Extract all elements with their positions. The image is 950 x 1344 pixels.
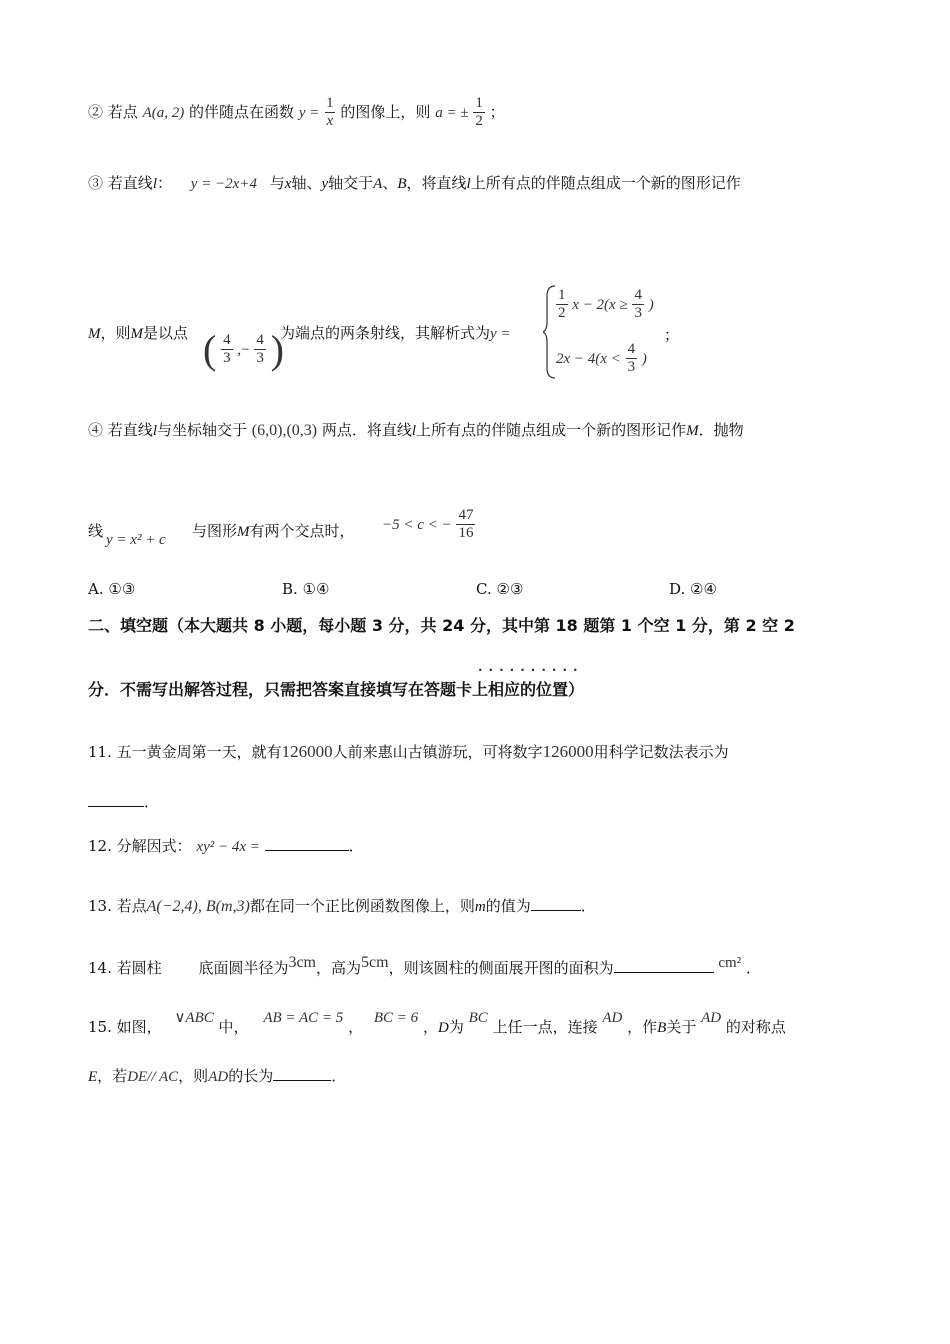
- answer-blank-15[interactable]: [273, 1068, 331, 1081]
- factor-expression: xy² − 4x =: [196, 839, 260, 855]
- line-equation: y = −2x+4: [190, 176, 257, 192]
- section-heading: 二、填空题（本大题共 8 小题，每小题 3 分，共 24 分，其中第 18 题第 1 个空 1 分，第 2 空 2: [88, 616, 795, 635]
- question-12: 12. 分解因式： xy² − 4x = ．: [88, 837, 364, 855]
- statement-3-line2: M，则M是以点: [88, 324, 189, 342]
- fraction: $\frac{1}{x}$: [326, 95, 334, 129]
- question-15-line2: E，若DE// AC，则AD的长为 ．: [88, 1067, 347, 1085]
- fraction: $\frac{1}{2}$: [475, 95, 483, 129]
- question-14: 14. 若圆柱 底面圆半径为3cm，高为5cm，则该圆柱的侧面展开图的面积为 cm² ．: [88, 954, 761, 977]
- question-13: 13. 若点A(−2,4), B(m,3)都在同一个正比例函数图像上，则m的值为 ．: [88, 897, 596, 915]
- piecewise-brace: [543, 284, 557, 380]
- piecewise-case-2: 2x − 4(x < $\frac{4}{3}$ ): [556, 341, 647, 375]
- item-marker: ③: [88, 174, 104, 192]
- statement-3-line1: ③ 若直线l： y = −2x+4 与x轴、y轴交于A、B，将直线l上所有点的伴随点组成一个新的图形记作: [88, 174, 741, 192]
- item-marker: ④: [88, 421, 104, 439]
- piecewise-case-1: $\frac{1}{2}$ x − 2(x ≥ $\frac{4}{3}$ ): [558, 287, 654, 321]
- inequality: −5 < c < − $\frac{47}{16}$: [382, 507, 474, 541]
- question-11: 11. 五一黄金周第一天，就有126000人前来惠山古镇游玩，可将数字126000用科学记数法表示为: [88, 742, 729, 761]
- choice-d[interactable]: D. ②④: [669, 580, 717, 598]
- answer-blank-12[interactable]: [265, 838, 349, 851]
- emphasis-dots: ··········: [478, 663, 584, 677]
- statement-2: ② 若点 A(a, 2) 的伴随点在函数 y = $\frac{1}{x}$ 的图像上，则 a = ± $\frac{1}{2}$ ；: [88, 95, 505, 129]
- parabola-expression: y = x² + c: [106, 532, 166, 548]
- point-expression: A(a, 2): [142, 104, 185, 121]
- answer-blank-14[interactable]: [614, 960, 714, 973]
- choice-b[interactable]: B. ①④: [282, 580, 330, 598]
- answer-blank-11[interactable]: ．: [88, 794, 159, 810]
- statement-4-line2: 线: [88, 522, 104, 540]
- section-heading-line2: 分．不需写出解答过程，只需把答案直接填写在答题卡上相应的位置）: [88, 680, 585, 699]
- answer-blank-13[interactable]: [531, 898, 581, 911]
- statement-4-line1: ④ 若直线l与坐标轴交于 (6,0),(0,3) 两点．将直线l上所有点的伴随点组成一个新的图形记作M．抛物: [88, 421, 744, 439]
- choice-a[interactable]: A. ①③: [88, 580, 136, 598]
- question-15: 15. 如图， ∨ABC 中， AB = AC = 5 ， BC = 6 ，D为 BC 上任一点，连接 AD ，作B关于 AD 的对称点: [88, 1010, 786, 1036]
- item-marker: ②: [88, 102, 104, 121]
- endpoint-coordinate: ( $\frac{4}{3}$ ,− $\frac{4}{3}$ ): [203, 327, 284, 372]
- choice-c[interactable]: C. ②③: [476, 580, 524, 598]
